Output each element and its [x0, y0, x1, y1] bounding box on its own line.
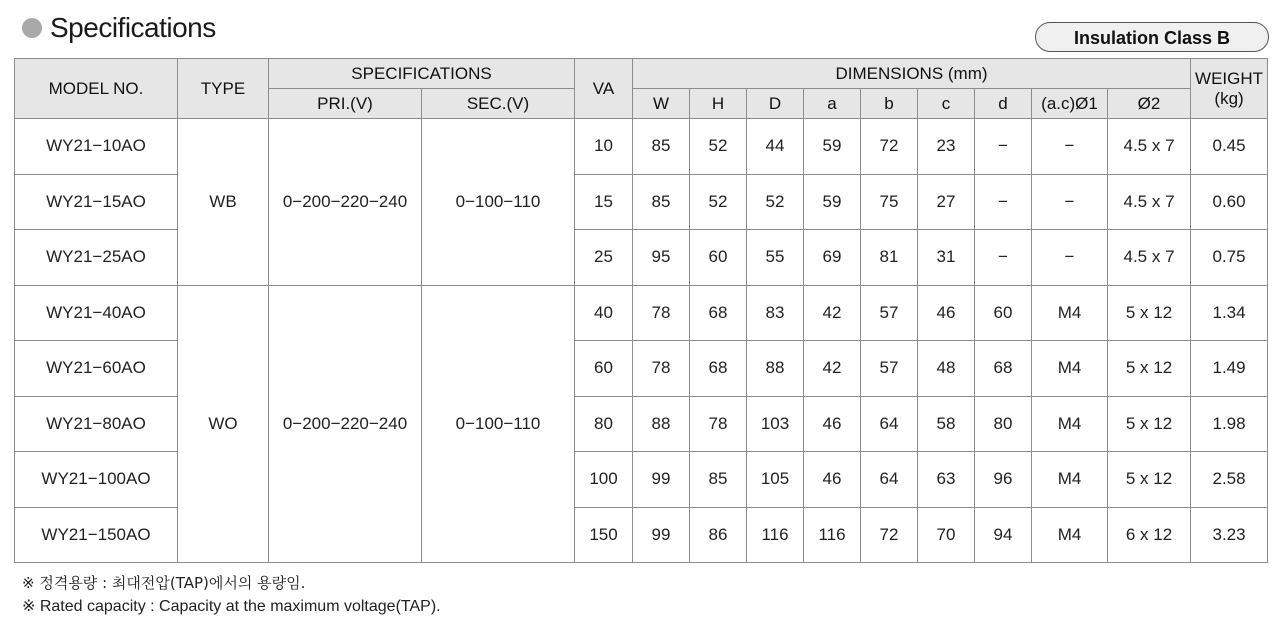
- cell-model: WY21−150AO: [15, 507, 178, 563]
- cell-c: 48: [918, 341, 975, 397]
- cell-d: 88: [747, 341, 804, 397]
- cell-b: 72: [861, 119, 918, 175]
- cell-ac: M4: [1032, 452, 1108, 508]
- bullet-icon: [22, 18, 42, 38]
- cell-a: 46: [804, 396, 861, 452]
- cell-weight: 1.34: [1191, 285, 1268, 341]
- header-h: H: [690, 89, 747, 119]
- cell-d: 83: [747, 285, 804, 341]
- header-pri: PRI.(V): [269, 89, 422, 119]
- cell-pri: 0−200−220−240: [269, 119, 422, 286]
- cell-phi2: 5 x 12: [1108, 341, 1191, 397]
- cell-ac: M4: [1032, 507, 1108, 563]
- cell-d: 105: [747, 452, 804, 508]
- header-weight: [1191, 59, 1268, 119]
- cell-pri: 0−200−220−240: [269, 285, 422, 563]
- cell-type: WB: [178, 119, 269, 286]
- specifications-table: [14, 58, 1268, 563]
- cell-b: 75: [861, 174, 918, 230]
- cell-va: 15: [575, 174, 633, 230]
- notes: [22, 571, 441, 619]
- cell-weight: 3.23: [1191, 507, 1268, 563]
- cell-va: 100: [575, 452, 633, 508]
- header-model-no: MODEL NO.: [15, 59, 178, 119]
- header-dimensions: DIMENSIONS (mm): [633, 59, 1191, 89]
- cell-w: 85: [633, 119, 690, 175]
- header-b: b: [861, 89, 918, 119]
- cell-sec: 0−100−110: [422, 285, 575, 563]
- title-row: [22, 12, 216, 44]
- cell-phi2: 5 x 12: [1108, 452, 1191, 508]
- cell-h: 85: [690, 452, 747, 508]
- cell-model: WY21−80AO: [15, 396, 178, 452]
- cell-d: 60: [975, 285, 1032, 341]
- cell-a: 59: [804, 119, 861, 175]
- cell-b: 57: [861, 285, 918, 341]
- cell-c: 31: [918, 230, 975, 286]
- cell-ac: M4: [1032, 396, 1108, 452]
- page-title: Specifications: [50, 12, 216, 43]
- cell-phi2: 4.5 x 7: [1108, 174, 1191, 230]
- header-weight-label: WEIGHT: [1195, 68, 1264, 88]
- cell-weight: 1.49: [1191, 341, 1268, 397]
- cell-h: 52: [690, 174, 747, 230]
- cell-phi2: 4.5 x 7: [1108, 230, 1191, 286]
- cell-ac: −: [1032, 174, 1108, 230]
- cell-weight: 1.98: [1191, 396, 1268, 452]
- header-w: W: [633, 89, 690, 119]
- cell-d: 44: [747, 119, 804, 175]
- cell-model: WY21−25AO: [15, 230, 178, 286]
- cell-w: 78: [633, 285, 690, 341]
- cell-c: 23: [918, 119, 975, 175]
- header-type: TYPE: [178, 59, 269, 119]
- header-a: a: [804, 89, 861, 119]
- cell-weight: 0.75: [1191, 230, 1268, 286]
- cell-d: 116: [747, 507, 804, 563]
- header-va: VA: [575, 59, 633, 119]
- cell-model: WY21−100AO: [15, 452, 178, 508]
- cell-sec: 0−100−110: [422, 119, 575, 286]
- cell-a: 46: [804, 452, 861, 508]
- cell-w: 88: [633, 396, 690, 452]
- cell-phi2: 6 x 12: [1108, 507, 1191, 563]
- cell-h: 68: [690, 285, 747, 341]
- cell-a: 59: [804, 174, 861, 230]
- cell-d: 55: [747, 230, 804, 286]
- cell-ac: −: [1032, 119, 1108, 175]
- cell-b: 72: [861, 507, 918, 563]
- cell-va: 150: [575, 507, 633, 563]
- cell-h: 78: [690, 396, 747, 452]
- cell-d: 103: [747, 396, 804, 452]
- header-weight-unit: (kg): [1214, 88, 1244, 108]
- cell-w: 95: [633, 230, 690, 286]
- table-header: [15, 59, 1268, 119]
- cell-d: −: [975, 174, 1032, 230]
- cell-weight: 2.58: [1191, 452, 1268, 508]
- header-sec: SEC.(V): [422, 89, 575, 119]
- cell-model: WY21−60AO: [15, 341, 178, 397]
- cell-va: 10: [575, 119, 633, 175]
- table-body: [15, 119, 1268, 563]
- cell-d: −: [975, 119, 1032, 175]
- cell-w: 85: [633, 174, 690, 230]
- table-row: [15, 119, 1268, 175]
- cell-ac: M4: [1032, 341, 1108, 397]
- cell-b: 57: [861, 341, 918, 397]
- cell-d: 94: [975, 507, 1032, 563]
- cell-d: −: [975, 230, 1032, 286]
- cell-c: 63: [918, 452, 975, 508]
- cell-phi2: 5 x 12: [1108, 396, 1191, 452]
- cell-model: WY21−15AO: [15, 174, 178, 230]
- insulation-class-badge: Insulation Class B: [1035, 22, 1269, 52]
- cell-va: 80: [575, 396, 633, 452]
- cell-a: 42: [804, 341, 861, 397]
- table-row: [15, 285, 1268, 341]
- cell-phi2: 5 x 12: [1108, 285, 1191, 341]
- cell-d: 96: [975, 452, 1032, 508]
- header-d-lower: d: [975, 89, 1032, 119]
- cell-c: 27: [918, 174, 975, 230]
- cell-weight: 0.45: [1191, 119, 1268, 175]
- cell-type: WO: [178, 285, 269, 563]
- cell-h: 86: [690, 507, 747, 563]
- cell-w: 78: [633, 341, 690, 397]
- cell-d: 68: [975, 341, 1032, 397]
- cell-phi2: 4.5 x 7: [1108, 119, 1191, 175]
- cell-a: 69: [804, 230, 861, 286]
- cell-w: 99: [633, 507, 690, 563]
- header-c: c: [918, 89, 975, 119]
- cell-h: 52: [690, 119, 747, 175]
- cell-c: 70: [918, 507, 975, 563]
- cell-d: 80: [975, 396, 1032, 452]
- note-korean: ※ 정격용량 : 최대전압(TAP)에서의 용량임.: [22, 574, 306, 592]
- cell-ac: M4: [1032, 285, 1108, 341]
- cell-va: 60: [575, 341, 633, 397]
- header-d-upper: D: [747, 89, 804, 119]
- note-english: ※ Rated capacity : Capacity at the maximum voltage(TAP).: [22, 598, 441, 615]
- cell-c: 58: [918, 396, 975, 452]
- cell-a: 42: [804, 285, 861, 341]
- cell-c: 46: [918, 285, 975, 341]
- cell-w: 99: [633, 452, 690, 508]
- cell-ac: −: [1032, 230, 1108, 286]
- cell-a: 116: [804, 507, 861, 563]
- cell-h: 60: [690, 230, 747, 286]
- header-ac-phi1: (a.c)Ø1: [1032, 89, 1108, 119]
- cell-b: 81: [861, 230, 918, 286]
- cell-h: 68: [690, 341, 747, 397]
- cell-va: 25: [575, 230, 633, 286]
- cell-model: WY21−10AO: [15, 119, 178, 175]
- cell-b: 64: [861, 452, 918, 508]
- header-phi2: Ø2: [1108, 89, 1191, 119]
- cell-model: WY21−40AO: [15, 285, 178, 341]
- cell-va: 40: [575, 285, 633, 341]
- cell-d: 52: [747, 174, 804, 230]
- cell-b: 64: [861, 396, 918, 452]
- cell-weight: 0.60: [1191, 174, 1268, 230]
- header-specifications: SPECIFICATIONS: [269, 59, 575, 89]
